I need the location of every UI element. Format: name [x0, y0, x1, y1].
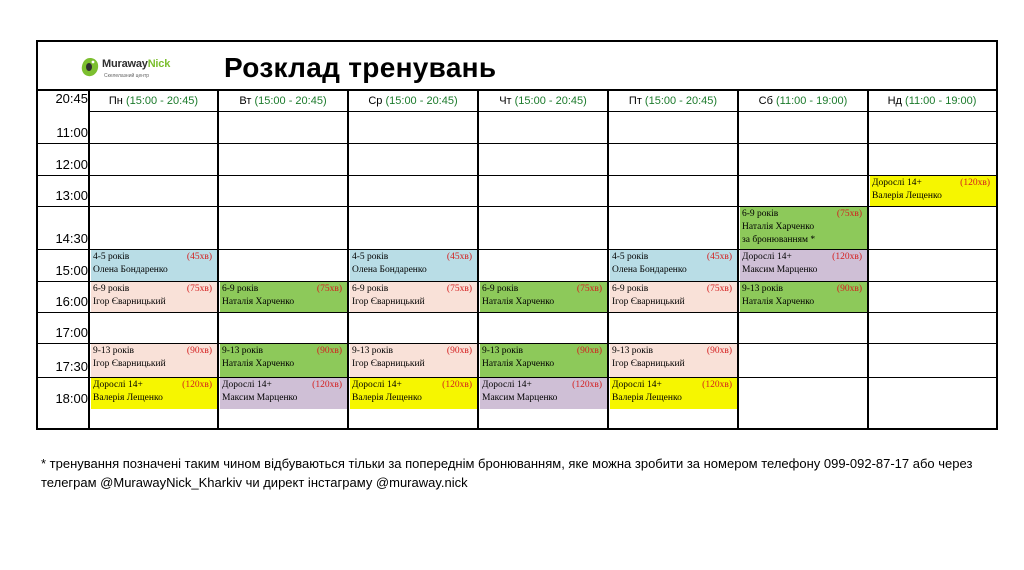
class-group: 4-5 років: [352, 252, 389, 262]
class-coach: Олена Бондаренко: [93, 265, 168, 275]
class-duration: (45хв): [706, 252, 732, 262]
time-label: 18:00: [55, 391, 88, 406]
class-group: 9-13 років: [742, 284, 784, 294]
class-coach: Валерія Лещенко: [93, 393, 163, 403]
class-duration: (120хв): [572, 380, 602, 390]
brand-name-part1: Muraway: [102, 58, 148, 70]
class-coach: Наталія Харченко: [222, 359, 295, 369]
day-hours: (15:00 - 20:45): [514, 95, 587, 107]
class-coach: Валерія Лещенко: [612, 393, 682, 403]
day-hours: (15:00 - 20:45): [385, 95, 458, 107]
day-name: Ср: [368, 95, 383, 107]
class-coach: Ігор Єварницький: [612, 297, 685, 307]
page-title: Розклад тренувань: [224, 52, 497, 83]
time-label: 13:00: [55, 188, 88, 203]
class-group: 4-5 років: [93, 252, 130, 262]
class-cell: [610, 250, 738, 281]
schedule-grid: [38, 91, 996, 428]
class-duration: (45хв): [446, 252, 472, 262]
class-coach: Ігор Єварницький: [352, 359, 425, 369]
class-duration: (75хв): [576, 284, 602, 294]
class-cell: [480, 378, 608, 409]
class-group: Дорослі 14+: [742, 252, 792, 262]
brand-name: [102, 58, 170, 70]
day-hours: (15:00 - 20:45): [125, 95, 199, 107]
class-duration: (120хв): [960, 178, 990, 188]
day-name: Нд: [887, 95, 902, 107]
class-cell: [870, 176, 996, 206]
footnote-line-1: * тренування позначені таким чином відбуваються тільки за попереднім бронюванням, яке можна зробити за номером телефону 099-092-87-17 або через: [41, 456, 973, 471]
row-divider: [38, 249, 996, 250]
class-coach: Ігор Єварницький: [612, 359, 685, 369]
class-group: 9-13 років: [222, 346, 264, 356]
day-header: [348, 91, 478, 111]
climbing-hold-icon: [80, 56, 100, 78]
class-cell: [480, 282, 608, 312]
brand-tagline: Скелелазний центр: [104, 73, 150, 79]
class-cell: [350, 378, 478, 409]
time-label: 11:00: [56, 125, 88, 140]
day-header: [738, 91, 868, 111]
class-group: Дорослі 14+: [482, 380, 532, 390]
time-label: 14:30: [55, 231, 88, 246]
day-name: Чт: [499, 95, 512, 107]
row-divider: [38, 175, 996, 176]
day-header: [868, 91, 996, 111]
row-divider: [38, 143, 996, 144]
class-duration: (45хв): [186, 252, 212, 262]
class-coach: Максим Марценко: [482, 393, 558, 403]
class-coach: Наталія Харченко: [742, 222, 815, 232]
class-group: Дорослі 14+: [222, 380, 272, 390]
class-duration: (90хв): [186, 346, 212, 356]
day-name: Пт: [628, 95, 642, 107]
class-duration: (75хв): [836, 209, 862, 219]
row-divider: [38, 281, 996, 282]
class-duration: (90хв): [316, 346, 342, 356]
row-divider: [38, 206, 996, 207]
row-divider: [38, 377, 996, 378]
class-duration: (120хв): [832, 252, 862, 262]
class-group: 9-13 років: [612, 346, 654, 356]
time-label: 12:00: [55, 157, 88, 172]
class-coach: Валерія Лещенко: [352, 393, 422, 403]
class-group: 6-9 років: [352, 284, 389, 294]
day-name: Вт: [239, 95, 252, 107]
class-duration: (90хв): [446, 346, 472, 356]
class-coach: Наталія Харченко: [482, 359, 555, 369]
footnote-line-2: телеграм @MurawayNick_Kharkiv чи директ інстаграму @muraway.nick: [41, 475, 468, 490]
class-duration: (75хв): [186, 284, 212, 294]
class-duration: (75хв): [316, 284, 342, 294]
day-name: Пн: [108, 95, 123, 107]
class-cell: [91, 282, 218, 312]
class-cell: [91, 250, 218, 281]
day-header: [218, 91, 348, 111]
brand-logo: [80, 48, 210, 86]
day-hours: (11:00 - 19:00): [905, 95, 977, 107]
day-header: [478, 91, 608, 111]
class-group: 6-9 років: [93, 284, 130, 294]
class-coach: Ігор Єварницький: [93, 297, 166, 307]
class-duration: (90хв): [836, 284, 862, 294]
class-group: 6-9 років: [482, 284, 519, 294]
class-group: Дорослі 14+: [352, 380, 402, 390]
class-group: 4-5 років: [612, 252, 649, 262]
class-duration: (90хв): [576, 346, 602, 356]
class-cell: [610, 344, 738, 377]
day-header: [89, 91, 218, 111]
class-group: Дорослі 14+: [612, 380, 662, 390]
time-label: 17:00: [55, 325, 88, 340]
brand-name-part2: Nick: [147, 58, 171, 70]
class-cell: [740, 282, 868, 312]
class-coach: Олена Бондаренко: [352, 265, 427, 275]
day-header: [608, 91, 738, 111]
class-cell: [610, 282, 738, 312]
class-group: 9-13 років: [93, 346, 135, 356]
class-coach: Наталія Харченко: [482, 297, 555, 307]
class-cell: [350, 344, 478, 377]
table-header: [38, 42, 996, 91]
class-cell: [91, 378, 218, 409]
time-label: 15:00: [55, 263, 88, 278]
schedule-table: [36, 40, 998, 430]
class-coach: Наталія Харченко: [742, 297, 815, 307]
class-duration: (120хв): [312, 380, 342, 390]
class-duration: (90хв): [706, 346, 732, 356]
class-cell: [220, 378, 348, 409]
class-group: 6-9 років: [222, 284, 259, 294]
class-cell: [480, 344, 608, 377]
class-group: 9-13 років: [482, 346, 524, 356]
class-coach: Наталія Харченко: [222, 297, 295, 307]
class-duration: (120хв): [702, 380, 732, 390]
class-cell: [91, 344, 218, 377]
class-coach: Ігор Єварницький: [352, 297, 425, 307]
class-cell: [350, 282, 478, 312]
day-hours: (15:00 - 20:45): [644, 95, 718, 107]
day-name: Сб: [758, 95, 773, 107]
day-hours: (11:00 - 19:00): [775, 95, 848, 107]
row-divider: [89, 111, 996, 112]
class-coach: Максим Марценко: [742, 265, 818, 275]
class-cell: [740, 250, 868, 281]
class-booking-note: за бронюванням *: [742, 235, 816, 245]
row-divider: [38, 343, 996, 344]
class-duration: (75хв): [446, 284, 472, 294]
class-cell: [740, 207, 868, 249]
class-cell: [610, 378, 738, 409]
class-group: 6-9 років: [742, 209, 779, 219]
time-label: 17:30: [55, 359, 88, 374]
time-label: 16:00: [55, 294, 88, 309]
class-group: Дорослі 14+: [872, 178, 922, 188]
day-hours: (15:00 - 20:45): [254, 95, 327, 107]
class-group: Дорослі 14+: [93, 380, 143, 390]
class-group: 9-13 років: [352, 346, 394, 356]
class-coach: Максим Марценко: [222, 393, 298, 403]
class-coach: Олена Бондаренко: [612, 265, 687, 275]
row-divider: [38, 312, 996, 313]
class-group: 6-9 років: [612, 284, 649, 294]
class-cell: [220, 282, 348, 312]
class-duration: (75хв): [706, 284, 732, 294]
class-cell: [220, 344, 348, 377]
class-cell: [350, 250, 478, 281]
class-duration: (120хв): [442, 380, 472, 390]
class-duration: (120хв): [182, 380, 212, 390]
booking-footnote: [41, 454, 1001, 492]
class-coach: Валерія Лещенко: [872, 191, 942, 201]
class-coach: Ігор Єварницький: [93, 359, 166, 369]
time-label: 20:45: [55, 91, 88, 106]
